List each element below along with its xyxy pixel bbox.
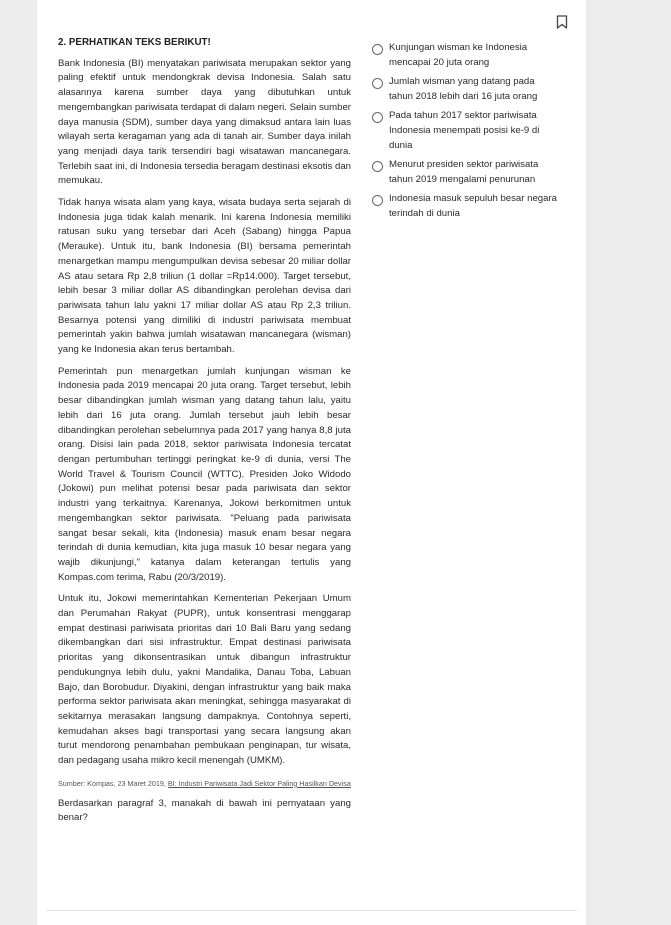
radio-unselected-icon[interactable] (372, 161, 383, 172)
source-link[interactable]: BI: Industri Pariwisata Jadi Sektor Paling Hasilkan Devisa (167, 778, 351, 788)
radio-unselected-icon[interactable] (372, 195, 383, 206)
answer-option-label: Menurut presiden sektor pariwisata tahun 2019 mengalami penurunan (389, 159, 539, 185)
paragraph-4: Untuk itu, Jokowi memerintahkan Kementerian Pekerjaan Umum dan Perumahan Rakyat (PUPR), untuk konsentrasi menggarap empat destinasi pariwisata prioritas dari 10 Bali Baru yang sedang dikembangkan dari sisi infrastruktur. Empat destinasi pariwisata prioritas yang dikonsentrasikan untuk dibangun infrastruktur pendukungnya lebih dulu, yakni Mandalika, Danau Toba, Labuan Bajo, dan Borobudur. Diyakini, dengan infrastruktur yang baik maka performa sektor pariwisata akan meningkat, sehingga masyarakat di sekitarnya merasakan langsung dampaknya. Contohnya seperti, kemudahan akses bagi transportasi yang secara langsung akan turut mendorong penambahan pembukaan penginapan, tur wisata, dan pedagang usaha mikro kecil menengah (UMKM). (58, 593, 351, 767)
source-prefix: Sumber: Kompas, 23 Maret 2019, (58, 778, 168, 788)
paragraph-1: Bank Indonesia (BI) menyatakan pariwisata merupakan sektor yang paling efektif untuk mendongkrak devisa Indonesia. Salah satu alasannya karena sumber daya yang dibutuhkan untuk mengembangkan pariwisata terdapat di dalam negeri. Selain sumber daya manusia (SDM), sumber daya yang dimaksud antara lain luas wilayah serta keragaman yang ada di tanah air. Sumber daya inilah yang menjadi daya tarik tersendiri bagi wisatawan mancanegara. Terlebih saat ini, di Indonesia tersedia beragam destinasi eksotis dan memukau. (58, 57, 351, 187)
radio-unselected-icon[interactable] (372, 44, 383, 55)
paragraph-2: Tidak hanya wisata alam yang kaya, wisata budaya serta sejarah di Indonesia juga tidak kalah menarik. Ini karena Indonesia memiliki ratusan suku yang tersebar dari Aceh (Sabang) hingga Papua (Merauke). Untuk itu, bank Indonesia (BI) bersama pemerintah menargetkan mampu mengumpulkan devisa sebesar 20 miliar dollar AS atau setara Rp 2,8 triliun (1 dollar =Rp14.000). Target tersebut, lebih besar 3 miliar dollar AS dibandingkan perolehan devisa dari pariwisata tahun lalu yakni 17 miliar dollar AS atau Rp 2,3 triliun. Besarnya potensi yang dimiliki di industri pariwisata membuat pemerintah yakin bahwa jumlah wisatawan mancanegara (wisman) yang ke Indonesia akan terus bertambah. (58, 197, 351, 356)
answer-option-c[interactable] (372, 109, 558, 153)
answer-option-label: Kunjungan wisman ke Indonesia mencapai 20 juta orang (389, 42, 528, 68)
bottom-divider (46, 910, 577, 911)
radio-unselected-icon[interactable] (372, 112, 383, 123)
answer-option-label: Indonesia masuk sepuluh besar negara terindah di dunia (389, 193, 558, 219)
source-citation (58, 777, 351, 791)
bookmark-icon[interactable] (556, 15, 568, 29)
question-prompt: Berdasarkan paragraf 3, manakah di bawah ini pernyataan yang benar? (58, 797, 351, 824)
answer-option-label: Jumlah wisman yang datang pada tahun 2018 lebih dari 16 juta orang (389, 76, 538, 102)
answer-option-b[interactable] (372, 75, 558, 104)
answer-option-e[interactable] (372, 192, 558, 221)
answer-option-a[interactable] (372, 41, 558, 70)
question-content (58, 36, 351, 826)
paragraph-3: Pemerintah pun menargetkan jumlah kunjungan wisman ke Indonesia pada 2019 mencapai 20 juta orang. Target tersebut, lebih besar dibandingkan jumlah wisman yang datang tahun lalu, yaitu lebih dari 16 juta orang. Jumlah tersebut jauh lebih besar dibandingkan perolehan sebelumnya pada 2017 yang hanya 8,8 juta orang. Disisi lain pada 2018, sektor pariwisata Indonesia tercatat dengan pertumbuhan tertinggi peringkat ke-9 di dunia, versi The World Travel & Tourism Council (WTTC). Presiden Joko Widodo (Jokowi) pun melihat potensi besar pada pariwisata dan sektor industri yang terkaitnya. Karenanya, Jokowi berkomitmen untuk mengembangkan sektor pariwisata. "Peluang pada pariwisata sangat besar sekali, kita (Indonesia) masuk enam besar negara terindah di dunia kemudian, kita juga masuk 10 besar negara yang wajib dikunjungi," katanya dalam keterangan tertulis yang Kompas.com terima, Rabu (20/3/2019). (58, 365, 351, 583)
answer-options (372, 41, 558, 227)
answer-option-label: Pada tahun 2017 sektor pariwisata Indonesia menempati posisi ke-9 di dunia (389, 110, 540, 151)
answer-option-d[interactable] (372, 158, 558, 187)
radio-unselected-icon[interactable] (372, 78, 383, 89)
question-title: 2. PERHATIKAN TEKS BERIKUT! (58, 37, 211, 48)
